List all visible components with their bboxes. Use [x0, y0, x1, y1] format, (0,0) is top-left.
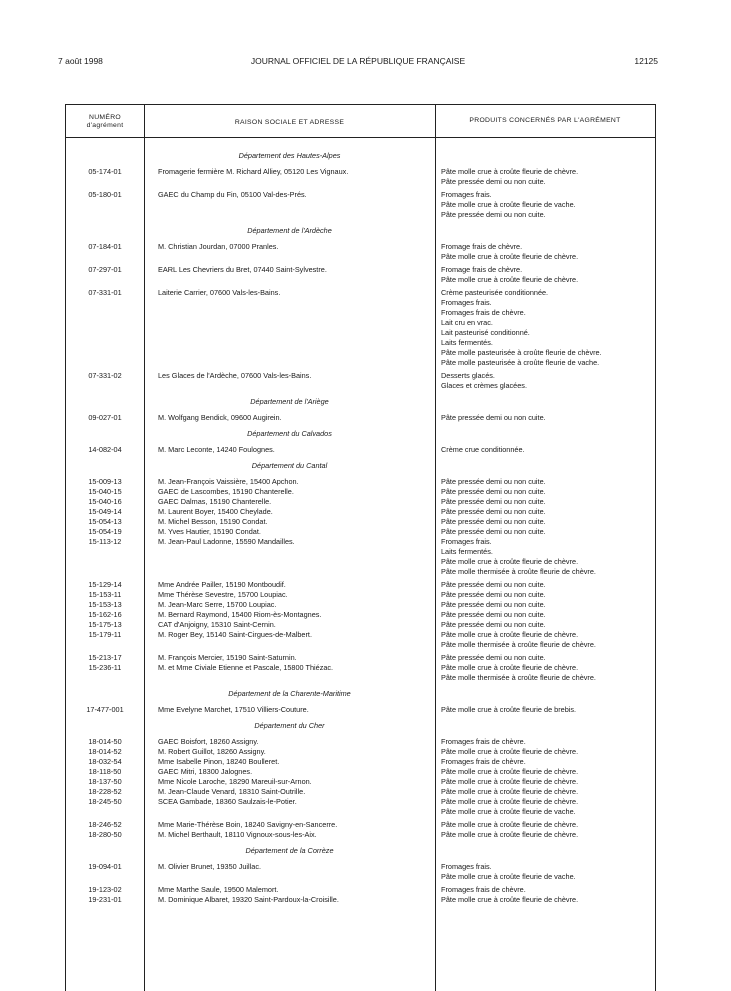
product-item: Pâte molle crue à croûte fleurie de chèvre.	[441, 630, 579, 639]
product-item: Pâte pressée demi ou non cuite.	[441, 590, 546, 599]
company-address: M. François Mercier, 15190 Saint-Saturnin.	[158, 653, 297, 662]
table-row	[66, 487, 655, 497]
company-address: GAEC Mitri, 18300 Jalognes.	[158, 767, 253, 776]
products-list	[435, 265, 655, 285]
column-header-raison: RAISON SOCIALE ET ADRESSE	[234, 119, 345, 126]
department-heading: Département du Calvados	[247, 429, 332, 438]
products-list	[435, 630, 655, 650]
products-list	[435, 610, 655, 620]
product-item: Pâte molle pasteurisée à croûte fleurie de chèvre.	[441, 348, 602, 357]
approval-number: 15-054-13	[88, 517, 122, 526]
table-row	[66, 590, 655, 600]
approval-number: 15-129-14	[88, 580, 122, 589]
product-item: Pâte pressée demi ou non cuite.	[441, 507, 546, 516]
approval-number: 18-137-50	[88, 777, 122, 786]
company-address: GAEC du Champ du Fin, 05100 Val-des-Prés.	[158, 190, 307, 199]
product-item: Pâte pressée demi ou non cuite.	[441, 653, 546, 662]
product-item: Pâte molle crue à croûte fleurie de chèvre.	[441, 777, 579, 786]
product-item: Pâte molle crue à croûte fleurie de chèvre.	[441, 747, 579, 756]
products-list	[435, 830, 655, 840]
approval-number: 07-331-01	[88, 288, 122, 297]
products-list	[435, 777, 655, 787]
product-item: Pâte molle crue à croûte fleurie de chèvre.	[441, 252, 579, 261]
table-row	[66, 777, 655, 787]
products-list	[435, 663, 655, 683]
product-item: Desserts glacés.	[441, 371, 495, 380]
company-address: M. et Mme Civiale Etienne et Pascale, 15800 Thiézac.	[158, 663, 334, 672]
company-address: Mme Thérèse Sevestre, 15700 Loupiac.	[158, 590, 288, 599]
approval-number: 15-162-16	[88, 610, 122, 619]
products-list	[435, 497, 655, 507]
company-address: Mme Andrée Pailler, 15190 Montboudif.	[158, 580, 286, 589]
approval-number: 15-040-16	[88, 497, 122, 506]
product-item: Pâte molle crue à croûte fleurie de chèvre.	[441, 797, 579, 806]
approval-number: 19-094-01	[88, 862, 122, 871]
company-address: CAT d'Anjoigny, 15310 Saint-Cernin.	[158, 620, 276, 629]
table-row	[66, 265, 655, 285]
approval-number: 15-153-11	[88, 590, 122, 599]
products-list	[435, 507, 655, 517]
product-item: Pâte molle crue à croûte fleurie de vache.	[441, 872, 576, 881]
product-item: Pâte pressée demi ou non cuite.	[441, 477, 546, 486]
department-heading: Département des Hautes-Alpes	[238, 151, 341, 160]
company-address: M. Jean-Marc Serre, 15700 Loupiac.	[158, 600, 277, 609]
approval-number: 09-027-01	[88, 413, 122, 422]
company-address: M. Michel Berthault, 18110 Vignoux-sous-les-Aix.	[158, 830, 317, 839]
products-list	[435, 653, 655, 663]
company-address: M. Michel Besson, 15190 Condat.	[158, 517, 268, 526]
product-item: Fromages frais.	[441, 862, 492, 871]
products-list	[435, 737, 655, 747]
company-address: Mme Isabelle Pinon, 18240 Boulleret.	[158, 757, 280, 766]
department-heading: Département du Cher	[254, 721, 325, 730]
company-address: Mme Nicole Laroche, 18290 Mareuil-sur-Arnon.	[158, 777, 312, 786]
products-list	[435, 747, 655, 757]
company-address: GAEC Boisfort, 18260 Assigny.	[158, 737, 259, 746]
approval-number: 15-179-11	[88, 630, 122, 639]
product-item: Glaces et crèmes glacées.	[441, 381, 527, 390]
product-item: Pâte molle crue à croûte fleurie de chèvre.	[441, 275, 579, 284]
approval-number: 18-014-50	[88, 737, 122, 746]
table-row	[66, 445, 655, 455]
product-item: Fromages frais de chèvre.	[441, 737, 526, 746]
product-item: Pâte molle crue à croûte fleurie de brebis.	[441, 705, 577, 714]
approval-number: 19-123-02	[88, 885, 122, 894]
approval-number: 05-174-01	[88, 167, 122, 176]
table-body	[66, 145, 655, 905]
table-row	[66, 477, 655, 487]
department-heading: Département de la Charente-Maritime	[228, 689, 351, 698]
company-address: M. Yves Hautier, 15190 Condat.	[158, 527, 261, 536]
table-row	[66, 862, 655, 882]
product-item: Pâte molle crue à croûte fleurie de chèvre.	[441, 557, 579, 566]
approval-table	[65, 104, 656, 991]
company-address: M. Bernard Raymond, 15400 Riom-ès-Montagnes.	[158, 610, 322, 619]
table-row	[66, 371, 655, 391]
journal-title: JOURNAL OFFICIEL DE LA RÉPUBLIQUE FRANÇAISE	[250, 56, 466, 66]
approval-number: 18-118-50	[88, 767, 122, 776]
company-address: M. Wolfgang Bendick, 09600 Augirein.	[158, 413, 282, 422]
product-item: Lait cru en vrac.	[441, 318, 493, 327]
company-address: Mme Marthe Saule, 19500 Malemort.	[158, 885, 279, 894]
table-row	[66, 747, 655, 757]
page-header	[58, 56, 658, 70]
approval-number: 15-175-13	[88, 620, 122, 629]
issue-date: 7 août 1998	[58, 56, 103, 66]
product-item: Fromage frais de chèvre.	[441, 265, 523, 274]
table-row	[66, 653, 655, 663]
approval-number: 15-009-13	[88, 477, 122, 486]
product-item: Pâte pressée demi ou non cuite.	[441, 580, 546, 589]
company-address: Les Glaces de l'Ardèche, 07600 Vals-les-Bains.	[158, 371, 312, 380]
column-header-numero	[66, 114, 144, 130]
approval-number: 07-297-01	[88, 265, 122, 274]
products-list	[435, 862, 655, 882]
product-item: Pâte pressée demi ou non cuite.	[441, 210, 546, 219]
products-list	[435, 797, 655, 817]
approval-number: 15-153-13	[88, 600, 122, 609]
product-item: Fromages frais.	[441, 537, 492, 546]
table-row	[66, 497, 655, 507]
approval-number: 15-054-19	[88, 527, 122, 536]
table-row	[66, 507, 655, 517]
table-row	[66, 830, 655, 840]
products-list	[435, 590, 655, 600]
company-address: M. Olivier Brunet, 19350 Juillac.	[158, 862, 262, 871]
page-number: 12125	[634, 56, 658, 66]
products-list	[435, 413, 655, 423]
product-item: Fromages frais.	[441, 298, 492, 307]
product-item: Pâte molle crue à croûte fleurie de vache.	[441, 200, 576, 209]
approval-number: 19-231-01	[88, 895, 122, 904]
table-row	[66, 413, 655, 423]
approval-number: 15-113-12	[88, 537, 122, 546]
products-list	[435, 600, 655, 610]
products-list	[435, 527, 655, 537]
table-row	[66, 600, 655, 610]
table-row	[66, 787, 655, 797]
company-address: EARL Les Chevriers du Bret, 07440 Saint-Sylvestre.	[158, 265, 327, 274]
column-header-numero-line1: NUMÉRO	[88, 114, 121, 121]
product-item: Pâte pressée demi ou non cuite.	[441, 517, 546, 526]
approval-number: 07-331-02	[88, 371, 122, 380]
table-row	[66, 895, 655, 905]
product-item: Pâte pressée demi ou non cuite.	[441, 487, 546, 496]
products-list	[435, 167, 655, 187]
approval-number: 18-280-50	[88, 830, 122, 839]
approval-number: 14-082-04	[88, 445, 122, 454]
products-list	[435, 288, 655, 368]
department-heading: Département du Cantal	[251, 461, 328, 470]
table-row	[66, 705, 655, 715]
products-list	[435, 190, 655, 220]
table-row	[66, 885, 655, 895]
product-item: Pâte molle crue à croûte fleurie de chèvre.	[441, 767, 579, 776]
table-row	[66, 610, 655, 620]
products-list	[435, 242, 655, 262]
products-list	[435, 787, 655, 797]
product-item: Pâte pressée demi ou non cuite.	[441, 413, 546, 422]
approval-number: 17-477-001	[86, 705, 124, 714]
column-header-numero-line2: d'agrément	[86, 122, 124, 129]
company-address: GAEC Dalmas, 15190 Chanterelle.	[158, 497, 272, 506]
products-list	[435, 371, 655, 391]
product-item: Pâte molle crue à croûte fleurie de chèvre.	[441, 787, 579, 796]
products-list	[435, 767, 655, 777]
company-address: Mme Marie-Thérèse Boin, 18240 Savigny-en-Sancerre.	[158, 820, 338, 829]
company-address: M. Marc Leconte, 14240 Foulognes.	[158, 445, 275, 454]
product-item: Pâte molle thermisée à croûte fleurie de chèvre.	[441, 640, 596, 649]
product-item: Pâte molle crue à croûte fleurie de chèvre.	[441, 663, 579, 672]
product-item: Pâte pressée demi ou non cuite.	[441, 497, 546, 506]
product-item: Laits fermentés.	[441, 338, 493, 347]
products-list	[435, 477, 655, 487]
approval-number: 18-245-50	[88, 797, 122, 806]
product-item: Pâte molle crue à croûte fleurie de chèvre.	[441, 167, 579, 176]
company-address: M. Dominique Albaret, 19320 Saint-Pardoux-la-Croisille.	[158, 895, 339, 904]
products-list	[435, 537, 655, 577]
table-row	[66, 580, 655, 590]
product-item: Pâte pressée demi ou non cuite.	[441, 177, 546, 186]
company-address: M. Laurent Boyer, 15400 Cheylade.	[158, 507, 273, 516]
company-address: M. Robert Guillot, 18260 Assigny.	[158, 747, 266, 756]
table-row	[66, 797, 655, 817]
product-item: Pâte pressée demi ou non cuite.	[441, 620, 546, 629]
product-item: Fromages frais de chèvre.	[441, 885, 526, 894]
table-row	[66, 167, 655, 187]
company-address: M. Roger Bey, 15140 Saint-Cirgues-de-Malbert.	[158, 630, 312, 639]
company-address: Mme Evelyne Marchet, 17510 Villiers-Couture.	[158, 705, 309, 714]
table-row	[66, 517, 655, 527]
table-row	[66, 737, 655, 747]
company-address: M. Jean-Claude Venard, 18310 Saint-Outrille.	[158, 787, 306, 796]
products-list	[435, 820, 655, 830]
approval-number: 15-236-11	[88, 663, 122, 672]
company-address: SCEA Gambade, 18360 Saulzais-le-Potier.	[158, 797, 297, 806]
product-item: Pâte pressée demi ou non cuite.	[441, 600, 546, 609]
product-item: Lait pasteurisé conditionné.	[441, 328, 530, 337]
product-item: Pâte molle crue à croûte fleurie de chèvre.	[441, 820, 579, 829]
products-list	[435, 580, 655, 590]
approval-number: 18-032-54	[88, 757, 122, 766]
company-address: M. Christian Jourdan, 07000 Pranles.	[158, 242, 279, 251]
product-item: Pâte molle thermisée à croûte fleurie de chèvre.	[441, 567, 596, 576]
products-list	[435, 705, 655, 715]
product-item: Pâte molle crue à croûte fleurie de chèvre.	[441, 830, 579, 839]
department-heading: Département de l'Ardèche	[247, 226, 332, 235]
product-item: Pâte pressée demi ou non cuite.	[441, 610, 546, 619]
company-address: M. Jean-François Vaissière, 15400 Apchon.	[158, 477, 299, 486]
department-heading: Département de l'Ariège	[250, 397, 329, 406]
table-row	[66, 663, 655, 683]
table-row	[66, 630, 655, 650]
product-item: Crème crue conditionnée.	[441, 445, 525, 454]
approval-number: 18-014-52	[88, 747, 122, 756]
company-address: Laiterie Carrier, 07600 Vals-les-Bains.	[158, 288, 281, 297]
products-list	[435, 517, 655, 527]
table-row	[66, 820, 655, 830]
approval-number: 07-184-01	[88, 242, 122, 251]
product-item: Fromages frais de chèvre.	[441, 757, 526, 766]
approval-number: 05-180-01	[88, 190, 122, 199]
products-list	[435, 445, 655, 455]
table-row	[66, 288, 655, 368]
product-item: Pâte pressée demi ou non cuite.	[441, 527, 546, 536]
department-heading: Département de la Corrèze	[245, 846, 334, 855]
product-item: Fromages frais de chèvre.	[441, 308, 526, 317]
table-row	[66, 242, 655, 262]
product-item: Pâte molle crue à croûte fleurie de chèvre.	[441, 895, 579, 904]
product-item: Laits fermentés.	[441, 547, 493, 556]
table-row	[66, 537, 655, 577]
products-list	[435, 620, 655, 630]
products-list	[435, 487, 655, 497]
company-address: M. Jean-Paul Ladonne, 15590 Mandailles.	[158, 537, 295, 546]
product-item: Fromages frais.	[441, 190, 492, 199]
approval-number: 18-246-52	[88, 820, 122, 829]
header-rule	[66, 137, 655, 138]
product-item: Pâte molle thermisée à croûte fleurie de chèvre.	[441, 673, 596, 682]
column-header-produits: PRODUITS CONCERNÉS PAR L'AGRÉMENT	[469, 117, 621, 124]
company-address: Fromagerie fermière M. Richard Alliey, 05120 Les Vignaux.	[158, 167, 349, 176]
table-row	[66, 757, 655, 767]
products-list	[435, 757, 655, 767]
table-row	[66, 620, 655, 630]
product-item: Pâte molle crue à croûte fleurie de vache.	[441, 807, 576, 816]
approval-number: 18-228-52	[88, 787, 122, 796]
table-row	[66, 190, 655, 220]
products-list	[435, 895, 655, 905]
approval-number: 15-049-14	[88, 507, 122, 516]
table-row	[66, 527, 655, 537]
table-row	[66, 767, 655, 777]
product-item: Fromage frais de chèvre.	[441, 242, 523, 251]
company-address: GAEC de Lascombes, 15190 Chanterelle.	[158, 487, 294, 496]
product-item: Crème pasteurisée conditionnée.	[441, 288, 549, 297]
approval-number: 15-040-15	[88, 487, 122, 496]
approval-number: 15-213-17	[88, 653, 122, 662]
products-list	[435, 885, 655, 895]
product-item: Pâte molle pasteurisée à croûte fleurie de vache.	[441, 358, 600, 367]
